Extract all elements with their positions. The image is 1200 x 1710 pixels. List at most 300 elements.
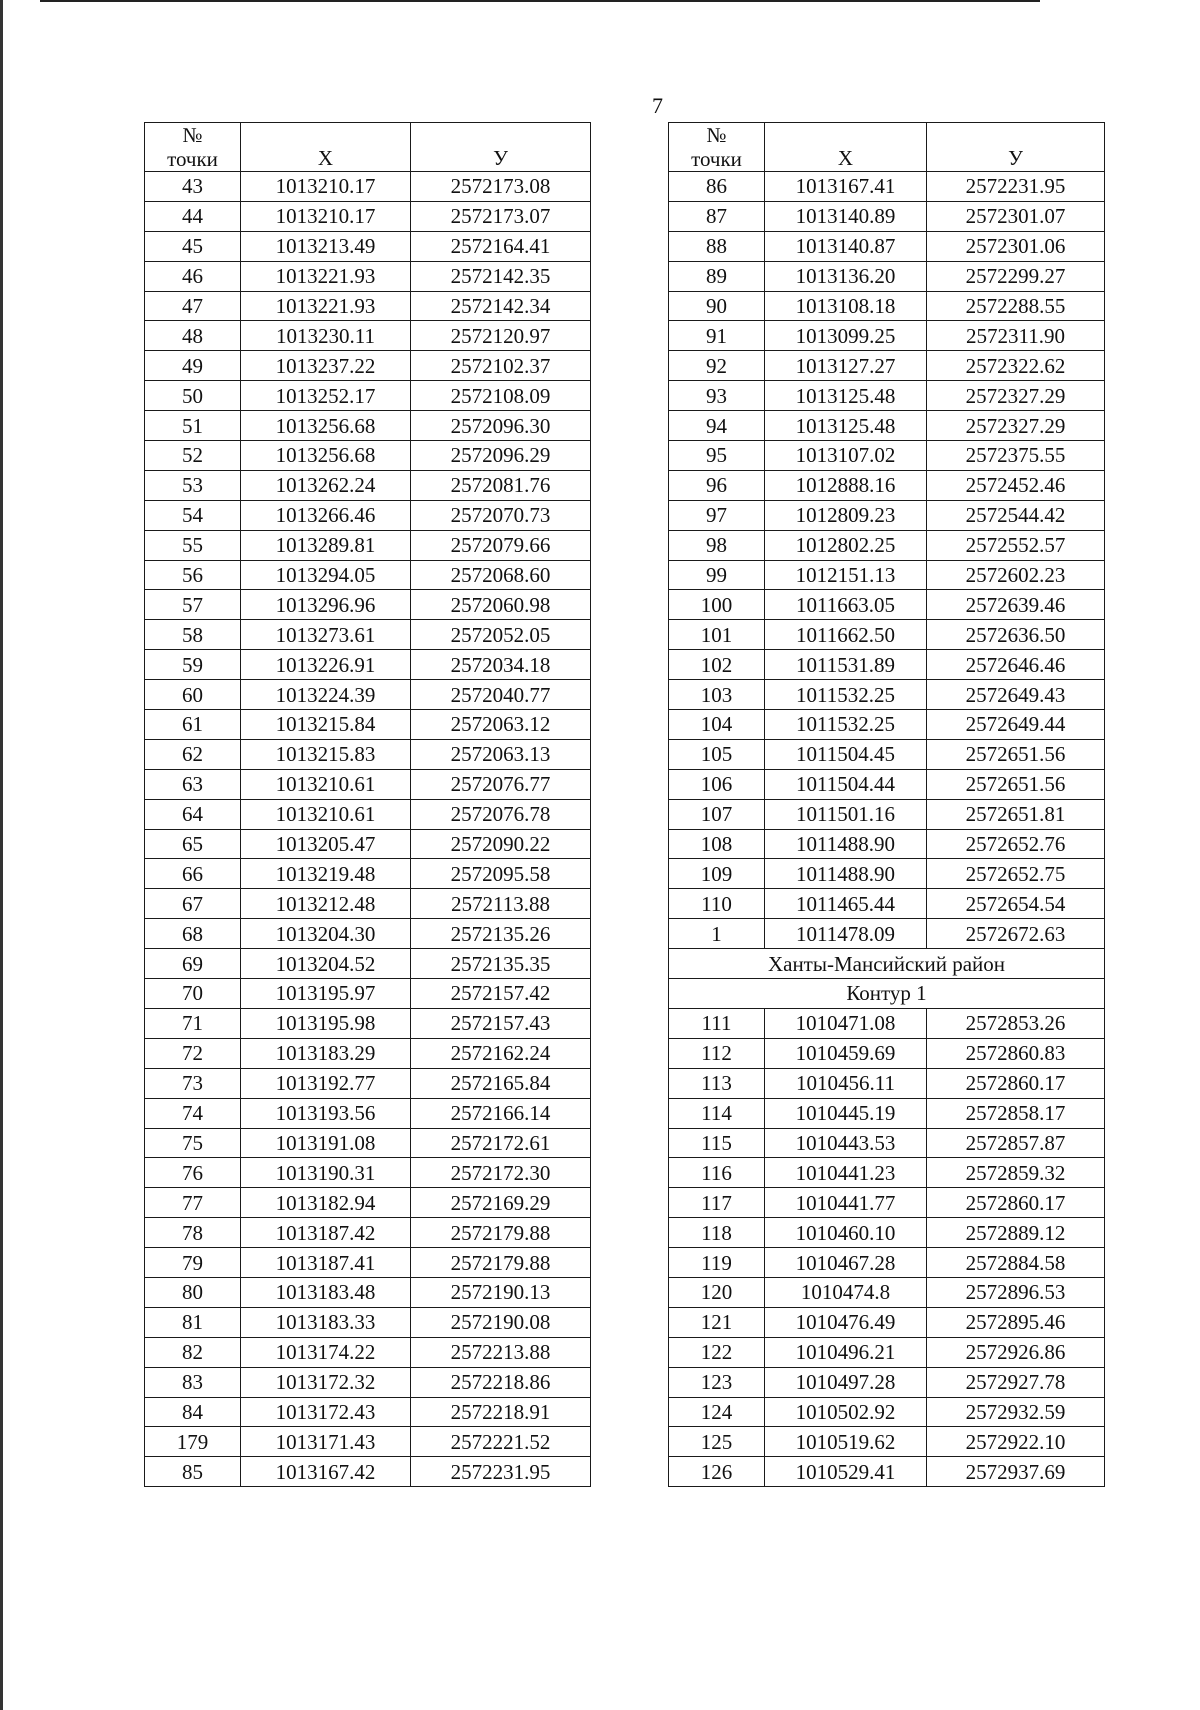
cell-point-number: 107 bbox=[669, 799, 765, 829]
table-row bbox=[669, 919, 1105, 949]
table-row bbox=[669, 321, 1105, 351]
cell-y: 2572375.55 bbox=[927, 441, 1105, 471]
cell-point-number: 85 bbox=[145, 1457, 241, 1487]
cell-y: 2572213.88 bbox=[411, 1337, 591, 1367]
cell-point-number: 116 bbox=[669, 1158, 765, 1188]
table-row bbox=[145, 590, 591, 620]
cell-point-number: 89 bbox=[669, 261, 765, 291]
cell-point-number: 81 bbox=[145, 1307, 241, 1337]
cell-y: 2572652.75 bbox=[927, 859, 1105, 889]
cell-x: 1013213.49 bbox=[241, 231, 411, 261]
cell-point-number: 104 bbox=[669, 710, 765, 740]
cell-y: 2572190.13 bbox=[411, 1277, 591, 1307]
cell-y: 2572070.73 bbox=[411, 500, 591, 530]
cell-y: 2572135.35 bbox=[411, 949, 591, 979]
cell-point-number: 78 bbox=[145, 1218, 241, 1248]
cell-y: 2572884.58 bbox=[927, 1248, 1105, 1278]
cell-x: 1013192.77 bbox=[241, 1068, 411, 1098]
table-row bbox=[145, 1218, 591, 1248]
table-row bbox=[669, 411, 1105, 441]
cell-point-number: 119 bbox=[669, 1248, 765, 1278]
cell-y: 2572889.12 bbox=[927, 1218, 1105, 1248]
cell-x: 1013167.41 bbox=[765, 172, 927, 202]
cell-point-number: 99 bbox=[669, 560, 765, 590]
page-top-edge bbox=[40, 0, 1040, 2]
cell-x: 1013195.98 bbox=[241, 1008, 411, 1038]
cell-point-number: 51 bbox=[145, 411, 241, 441]
cell-x: 1013099.25 bbox=[765, 321, 927, 351]
cell-y: 2572860.17 bbox=[927, 1068, 1105, 1098]
cell-y: 2572052.05 bbox=[411, 620, 591, 650]
cell-y: 2572060.98 bbox=[411, 590, 591, 620]
cell-point-number: 106 bbox=[669, 769, 765, 799]
cell-x: 1011478.09 bbox=[765, 919, 927, 949]
cell-y: 2572173.07 bbox=[411, 201, 591, 231]
cell-y: 2572858.17 bbox=[927, 1098, 1105, 1128]
table-row bbox=[145, 411, 591, 441]
header-point-number bbox=[669, 123, 765, 172]
table-row bbox=[145, 710, 591, 740]
cell-point-number: 60 bbox=[145, 680, 241, 710]
cell-y: 2572076.77 bbox=[411, 769, 591, 799]
cell-point-number: 77 bbox=[145, 1188, 241, 1218]
cell-x: 1012809.23 bbox=[765, 500, 927, 530]
cell-y: 2572926.86 bbox=[927, 1337, 1105, 1367]
cell-x: 1012802.25 bbox=[765, 530, 927, 560]
cell-y: 2572552.57 bbox=[927, 530, 1105, 560]
cell-point-number: 55 bbox=[145, 530, 241, 560]
cell-point-number: 126 bbox=[669, 1457, 765, 1487]
cell-point-number: 71 bbox=[145, 1008, 241, 1038]
table-row bbox=[145, 979, 591, 1009]
table-row bbox=[669, 1277, 1105, 1307]
cell-y: 2572652.76 bbox=[927, 829, 1105, 859]
table-row bbox=[669, 1038, 1105, 1068]
cell-x: 1013215.83 bbox=[241, 739, 411, 769]
cell-y: 2572079.66 bbox=[411, 530, 591, 560]
table-row bbox=[669, 291, 1105, 321]
page-number: 7 bbox=[652, 93, 663, 118]
cell-point-number: 82 bbox=[145, 1337, 241, 1367]
cell-y: 2572164.41 bbox=[411, 231, 591, 261]
header-y: У bbox=[927, 123, 1105, 172]
table-row bbox=[669, 1158, 1105, 1188]
cell-x: 1011465.44 bbox=[765, 889, 927, 919]
cell-y: 2572859.32 bbox=[927, 1158, 1105, 1188]
cell-point-number: 56 bbox=[145, 560, 241, 590]
cell-point-number: 96 bbox=[669, 470, 765, 500]
cell-x: 1013230.11 bbox=[241, 321, 411, 351]
cell-y: 2572654.54 bbox=[927, 889, 1105, 919]
cell-point-number: 125 bbox=[669, 1427, 765, 1457]
cell-point-number: 52 bbox=[145, 441, 241, 471]
table-header-row bbox=[145, 123, 591, 172]
cell-y: 2572221.52 bbox=[411, 1427, 591, 1457]
cell-y: 2572096.30 bbox=[411, 411, 591, 441]
cell-y: 2572857.87 bbox=[927, 1128, 1105, 1158]
cell-y: 2572311.90 bbox=[927, 321, 1105, 351]
cell-y: 2572081.76 bbox=[411, 470, 591, 500]
cell-x: 1011532.25 bbox=[765, 680, 927, 710]
cell-x: 1010456.11 bbox=[765, 1068, 927, 1098]
cell-x: 1013252.17 bbox=[241, 381, 411, 411]
cell-y: 2572932.59 bbox=[927, 1397, 1105, 1427]
cell-x: 1013125.48 bbox=[765, 381, 927, 411]
cell-x: 1013127.27 bbox=[765, 351, 927, 381]
cell-x: 1013296.96 bbox=[241, 590, 411, 620]
table-row bbox=[145, 1068, 591, 1098]
cell-x: 1013204.52 bbox=[241, 949, 411, 979]
cell-x: 1013262.24 bbox=[241, 470, 411, 500]
table-row bbox=[669, 530, 1105, 560]
table-row bbox=[669, 1008, 1105, 1038]
cell-point-number: 120 bbox=[669, 1277, 765, 1307]
cell-x: 1013215.84 bbox=[241, 710, 411, 740]
header-point-number bbox=[145, 123, 241, 172]
table-row bbox=[145, 560, 591, 590]
cell-y: 2572922.10 bbox=[927, 1427, 1105, 1457]
cell-x: 1011531.89 bbox=[765, 650, 927, 680]
cell-point-number: 105 bbox=[669, 739, 765, 769]
cell-point-number: 94 bbox=[669, 411, 765, 441]
cell-point-number: 108 bbox=[669, 829, 765, 859]
table-row bbox=[669, 351, 1105, 381]
cell-point-number: 123 bbox=[669, 1367, 765, 1397]
cell-x: 1013224.39 bbox=[241, 680, 411, 710]
cell-x: 1010476.49 bbox=[765, 1307, 927, 1337]
cell-y: 2572218.86 bbox=[411, 1367, 591, 1397]
table-row bbox=[669, 739, 1105, 769]
cell-point-number: 67 bbox=[145, 889, 241, 919]
table-row bbox=[145, 351, 591, 381]
cell-y: 2572179.88 bbox=[411, 1218, 591, 1248]
cell-y: 2572301.06 bbox=[927, 231, 1105, 261]
cell-x: 1013193.56 bbox=[241, 1098, 411, 1128]
cell-x: 1011504.44 bbox=[765, 769, 927, 799]
table-row bbox=[669, 620, 1105, 650]
cell-y: 2572672.63 bbox=[927, 919, 1105, 949]
cell-y: 2572142.34 bbox=[411, 291, 591, 321]
cell-point-number: 112 bbox=[669, 1038, 765, 1068]
table-row bbox=[145, 470, 591, 500]
cell-point-number: 113 bbox=[669, 1068, 765, 1098]
cell-y: 2572135.26 bbox=[411, 919, 591, 949]
cell-point-number: 49 bbox=[145, 351, 241, 381]
cell-x: 1013294.05 bbox=[241, 560, 411, 590]
table-row bbox=[669, 650, 1105, 680]
cell-point-number: 88 bbox=[669, 231, 765, 261]
table-row bbox=[145, 889, 591, 919]
cell-y: 2572173.08 bbox=[411, 172, 591, 202]
cell-x: 1012888.16 bbox=[765, 470, 927, 500]
cell-y: 2572162.24 bbox=[411, 1038, 591, 1068]
table-row bbox=[145, 739, 591, 769]
table-row bbox=[145, 231, 591, 261]
table-row bbox=[669, 680, 1105, 710]
cell-point-number: 66 bbox=[145, 859, 241, 889]
cell-x: 1010467.28 bbox=[765, 1248, 927, 1278]
cell-y: 2572636.50 bbox=[927, 620, 1105, 650]
header-x: Х bbox=[765, 123, 927, 172]
table-row bbox=[145, 650, 591, 680]
cell-y: 2572895.46 bbox=[927, 1307, 1105, 1337]
table-row bbox=[669, 1188, 1105, 1218]
cell-point-number: 93 bbox=[669, 381, 765, 411]
cell-point-number: 1 bbox=[669, 919, 765, 949]
table-row bbox=[669, 590, 1105, 620]
section-title: Ханты-Мансийский район bbox=[669, 949, 1105, 979]
cell-point-number: 46 bbox=[145, 261, 241, 291]
cell-y: 2572299.27 bbox=[927, 261, 1105, 291]
table-row bbox=[145, 321, 591, 351]
cell-y: 2572157.43 bbox=[411, 1008, 591, 1038]
cell-point-number: 48 bbox=[145, 321, 241, 351]
table-row bbox=[145, 381, 591, 411]
table-row bbox=[145, 799, 591, 829]
cell-point-number: 98 bbox=[669, 530, 765, 560]
cell-y: 2572927.78 bbox=[927, 1367, 1105, 1397]
cell-y: 2572853.26 bbox=[927, 1008, 1105, 1038]
cell-point-number: 75 bbox=[145, 1128, 241, 1158]
cell-point-number: 121 bbox=[669, 1307, 765, 1337]
cell-y: 2572544.42 bbox=[927, 500, 1105, 530]
cell-point-number: 111 bbox=[669, 1008, 765, 1038]
cell-point-number: 80 bbox=[145, 1277, 241, 1307]
cell-x: 1013226.91 bbox=[241, 650, 411, 680]
cell-x: 1010459.69 bbox=[765, 1038, 927, 1068]
cell-x: 1013187.41 bbox=[241, 1248, 411, 1278]
cell-y: 2572095.58 bbox=[411, 859, 591, 889]
cell-x: 1013172.43 bbox=[241, 1397, 411, 1427]
table-row bbox=[669, 261, 1105, 291]
cell-x: 1011662.50 bbox=[765, 620, 927, 650]
table-row bbox=[669, 1367, 1105, 1397]
cell-point-number: 50 bbox=[145, 381, 241, 411]
cell-x: 1013183.48 bbox=[241, 1277, 411, 1307]
cell-x: 1010460.10 bbox=[765, 1218, 927, 1248]
cell-x: 1011532.25 bbox=[765, 710, 927, 740]
table-row bbox=[145, 1188, 591, 1218]
table-row bbox=[669, 1128, 1105, 1158]
table-row bbox=[145, 1158, 591, 1188]
cell-x: 1013136.20 bbox=[765, 261, 927, 291]
cell-y: 2572120.97 bbox=[411, 321, 591, 351]
cell-point-number: 70 bbox=[145, 979, 241, 1009]
cell-y: 2572108.09 bbox=[411, 381, 591, 411]
cell-x: 1011663.05 bbox=[765, 590, 927, 620]
table-row bbox=[145, 201, 591, 231]
cell-x: 1010443.53 bbox=[765, 1128, 927, 1158]
table-header-row bbox=[669, 123, 1105, 172]
table-row bbox=[145, 1457, 591, 1487]
cell-x: 1013210.61 bbox=[241, 799, 411, 829]
cell-x: 1013205.47 bbox=[241, 829, 411, 859]
cell-point-number: 65 bbox=[145, 829, 241, 859]
table-row bbox=[669, 231, 1105, 261]
cell-y: 2572896.53 bbox=[927, 1277, 1105, 1307]
cell-point-number: 83 bbox=[145, 1367, 241, 1397]
header-no-word: точки bbox=[691, 147, 742, 171]
table-row bbox=[145, 530, 591, 560]
cell-point-number: 87 bbox=[669, 201, 765, 231]
cell-y: 2572639.46 bbox=[927, 590, 1105, 620]
table-row bbox=[669, 172, 1105, 202]
cell-point-number: 54 bbox=[145, 500, 241, 530]
coordinates-table-right bbox=[668, 122, 1105, 1487]
cell-point-number: 91 bbox=[669, 321, 765, 351]
cell-y: 2572113.88 bbox=[411, 889, 591, 919]
cell-point-number: 115 bbox=[669, 1128, 765, 1158]
cell-point-number: 118 bbox=[669, 1218, 765, 1248]
cell-point-number: 74 bbox=[145, 1098, 241, 1128]
cell-point-number: 84 bbox=[145, 1397, 241, 1427]
cell-point-number: 58 bbox=[145, 620, 241, 650]
cell-y: 2572218.91 bbox=[411, 1397, 591, 1427]
table-row bbox=[669, 769, 1105, 799]
table-row bbox=[669, 889, 1105, 919]
table-row bbox=[669, 1397, 1105, 1427]
header-y: У bbox=[411, 123, 591, 172]
cell-point-number: 73 bbox=[145, 1068, 241, 1098]
section-row bbox=[669, 949, 1105, 979]
cell-point-number: 45 bbox=[145, 231, 241, 261]
cell-point-number: 44 bbox=[145, 201, 241, 231]
cell-point-number: 47 bbox=[145, 291, 241, 321]
table-row bbox=[145, 441, 591, 471]
cell-x: 1013256.68 bbox=[241, 441, 411, 471]
cell-y: 2572327.29 bbox=[927, 381, 1105, 411]
cell-x: 1013174.22 bbox=[241, 1337, 411, 1367]
cell-point-number: 76 bbox=[145, 1158, 241, 1188]
cell-x: 1013289.81 bbox=[241, 530, 411, 560]
cell-y: 2572937.69 bbox=[927, 1457, 1105, 1487]
table-row bbox=[145, 769, 591, 799]
cell-x: 1013210.17 bbox=[241, 172, 411, 202]
table-row bbox=[145, 1008, 591, 1038]
cell-y: 2572322.62 bbox=[927, 351, 1105, 381]
cell-x: 1011504.45 bbox=[765, 739, 927, 769]
cell-y: 2572166.14 bbox=[411, 1098, 591, 1128]
cell-x: 1013210.17 bbox=[241, 201, 411, 231]
cell-y: 2572034.18 bbox=[411, 650, 591, 680]
cell-y: 2572063.13 bbox=[411, 739, 591, 769]
table-row bbox=[145, 261, 591, 291]
table-row bbox=[145, 620, 591, 650]
header-no-sign: № bbox=[182, 123, 203, 147]
table-row bbox=[145, 949, 591, 979]
table-row bbox=[669, 1307, 1105, 1337]
cell-y: 2572096.29 bbox=[411, 441, 591, 471]
cell-y: 2572090.22 bbox=[411, 829, 591, 859]
cell-point-number: 103 bbox=[669, 680, 765, 710]
cell-y: 2572179.88 bbox=[411, 1248, 591, 1278]
cell-x: 1013221.93 bbox=[241, 261, 411, 291]
cell-x: 1010502.92 bbox=[765, 1397, 927, 1427]
cell-y: 2572646.46 bbox=[927, 650, 1105, 680]
cell-y: 2572169.29 bbox=[411, 1188, 591, 1218]
cell-x: 1010441.77 bbox=[765, 1188, 927, 1218]
cell-point-number: 62 bbox=[145, 739, 241, 769]
table-row bbox=[145, 919, 591, 949]
cell-x: 1013190.31 bbox=[241, 1158, 411, 1188]
cell-point-number: 63 bbox=[145, 769, 241, 799]
cell-point-number: 79 bbox=[145, 1248, 241, 1278]
table-row bbox=[669, 1068, 1105, 1098]
table-row bbox=[669, 859, 1105, 889]
cell-x: 1013171.43 bbox=[241, 1427, 411, 1457]
table-row bbox=[145, 1427, 591, 1457]
page-left-edge bbox=[0, 0, 3, 1710]
cell-y: 2572040.77 bbox=[411, 680, 591, 710]
table-row bbox=[669, 1457, 1105, 1487]
cell-y: 2572231.95 bbox=[927, 172, 1105, 202]
cell-y: 2572301.07 bbox=[927, 201, 1105, 231]
cell-point-number: 114 bbox=[669, 1098, 765, 1128]
cell-point-number: 69 bbox=[145, 949, 241, 979]
section-row bbox=[669, 979, 1105, 1009]
cell-x: 1013183.33 bbox=[241, 1307, 411, 1337]
table-row bbox=[145, 291, 591, 321]
cell-point-number: 53 bbox=[145, 470, 241, 500]
cell-x: 1013219.48 bbox=[241, 859, 411, 889]
cell-y: 2572172.61 bbox=[411, 1128, 591, 1158]
cell-y: 2572651.81 bbox=[927, 799, 1105, 829]
cell-point-number: 92 bbox=[669, 351, 765, 381]
cell-x: 1010441.23 bbox=[765, 1158, 927, 1188]
cell-x: 1010471.08 bbox=[765, 1008, 927, 1038]
table-row bbox=[669, 1337, 1105, 1367]
table-row bbox=[145, 1038, 591, 1068]
cell-x: 1011488.90 bbox=[765, 829, 927, 859]
cell-point-number: 61 bbox=[145, 710, 241, 740]
cell-point-number: 124 bbox=[669, 1397, 765, 1427]
cell-x: 1013212.48 bbox=[241, 889, 411, 919]
cell-point-number: 109 bbox=[669, 859, 765, 889]
cell-point-number: 43 bbox=[145, 172, 241, 202]
cell-y: 2572102.37 bbox=[411, 351, 591, 381]
cell-point-number: 100 bbox=[669, 590, 765, 620]
cell-point-number: 72 bbox=[145, 1038, 241, 1068]
cell-point-number: 122 bbox=[669, 1337, 765, 1367]
table-row bbox=[669, 470, 1105, 500]
cell-point-number: 86 bbox=[669, 172, 765, 202]
table-row bbox=[145, 829, 591, 859]
cell-x: 1012151.13 bbox=[765, 560, 927, 590]
cell-y: 2572063.12 bbox=[411, 710, 591, 740]
table-row bbox=[669, 560, 1105, 590]
coordinates-table-left bbox=[144, 122, 591, 1487]
table-row bbox=[145, 1307, 591, 1337]
cell-point-number: 95 bbox=[669, 441, 765, 471]
cell-y: 2572649.43 bbox=[927, 680, 1105, 710]
cell-x: 1013108.18 bbox=[765, 291, 927, 321]
cell-x: 1010445.19 bbox=[765, 1098, 927, 1128]
cell-x: 1013167.42 bbox=[241, 1457, 411, 1487]
table-row bbox=[145, 1277, 591, 1307]
cell-y: 2572076.78 bbox=[411, 799, 591, 829]
cell-x: 1013273.61 bbox=[241, 620, 411, 650]
cell-x: 1011488.90 bbox=[765, 859, 927, 889]
cell-y: 2572452.46 bbox=[927, 470, 1105, 500]
cell-y: 2572231.95 bbox=[411, 1457, 591, 1487]
cell-x: 1013183.29 bbox=[241, 1038, 411, 1068]
cell-y: 2572190.08 bbox=[411, 1307, 591, 1337]
table-row bbox=[145, 1367, 591, 1397]
table-row bbox=[145, 500, 591, 530]
cell-point-number: 102 bbox=[669, 650, 765, 680]
cell-x: 1013221.93 bbox=[241, 291, 411, 321]
cell-y: 2572142.35 bbox=[411, 261, 591, 291]
